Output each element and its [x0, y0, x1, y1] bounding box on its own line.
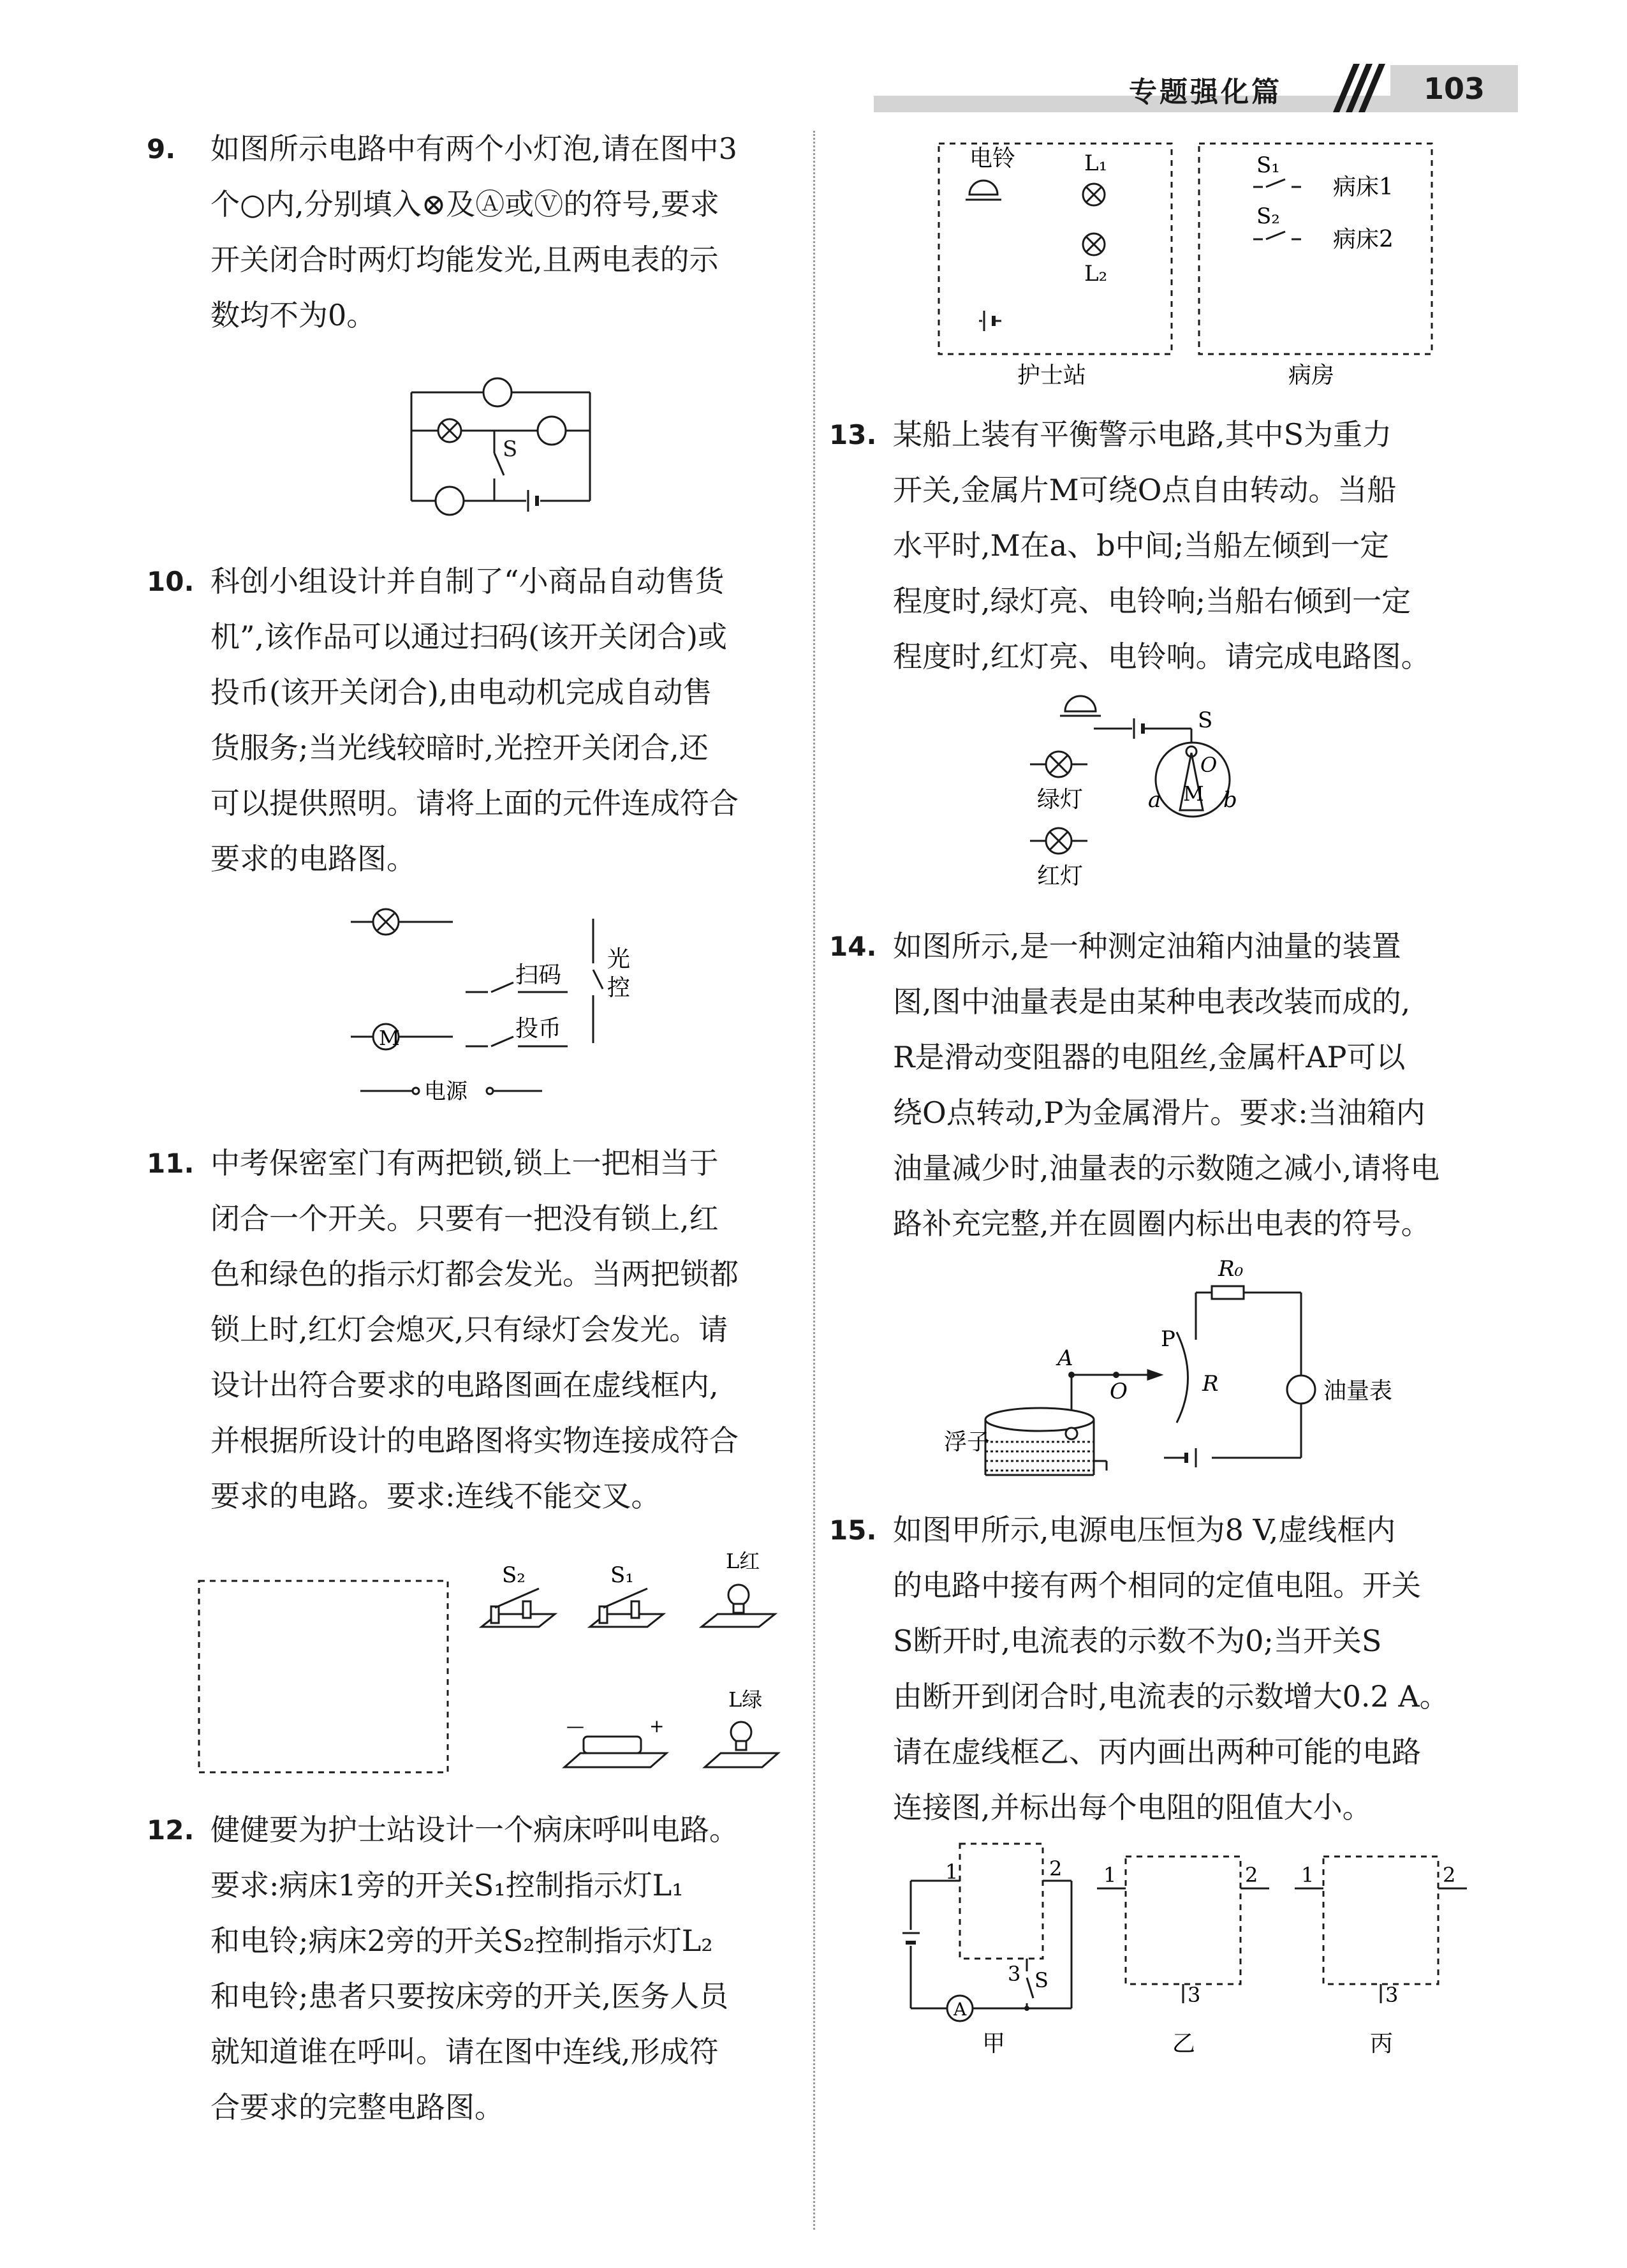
l1-label: L₁ — [1084, 151, 1108, 176]
problem-13 — [829, 407, 1505, 685]
bulb-green-base — [705, 1753, 778, 1767]
red-lamp-label: 红灯 — [1037, 863, 1084, 889]
problem-number: 13. — [829, 419, 877, 450]
box-yi — [1126, 1857, 1240, 1984]
svg-text:—: — — [566, 1716, 584, 1737]
terminal-1-label: 1 — [945, 1860, 959, 1884]
bed2-label: 病床2 — [1333, 226, 1394, 253]
box-bing — [1323, 1857, 1438, 1984]
figure-14-oil-gauge — [944, 1250, 1429, 1512]
problem-number: 14. — [829, 931, 877, 962]
problem-number: 11. — [147, 1148, 195, 1179]
terminal-1-label: 1 — [1301, 1863, 1314, 1887]
problem-14 — [829, 919, 1505, 1252]
empty-meter-circle — [436, 487, 464, 515]
figure-13-circuit — [1020, 689, 1288, 900]
l2-label: L₂ — [1084, 261, 1108, 286]
caption-yi: 乙 — [1172, 2031, 1196, 2057]
svg-text:+: + — [649, 1716, 665, 1737]
problem-12 — [147, 1802, 797, 2135]
problem-text: 科创小组设计并自制了“小商品自动售货 机”,该作品可以通过扫码(该开关闭合)或 投币(该开关闭合),由电动机完成自动售 货服务;当光线较暗时,光控开关闭合,还 可以提供照明。请将上面的元件连成符合 要求的电路图。 — [210, 564, 739, 876]
problem-11 — [147, 1136, 797, 1524]
meter-label: 油量表 — [1323, 1378, 1393, 1404]
terminal-2-label: 2 — [1443, 1863, 1456, 1887]
coin-label: 投币 — [515, 1016, 562, 1042]
problem-number: 15. — [829, 1515, 877, 1546]
l-red-label: L红 — [726, 1549, 760, 1573]
nurse-station-label: 护士站 — [1017, 362, 1087, 389]
s1-label: S₁ — [1256, 152, 1280, 178]
problem-text: 如图甲所示,电源电压恒为8 V,虚线框内 的电路中接有两个相同的定值电阻。开关 S断开时,电流表的示数不为0;当开关S 由断开到闭合时,电流表的示数增大0.2 A。 请在虚线框乙、丙内画出两种可能的电路 连接图,并标出每个电阻的阻值大小。 — [893, 1513, 1449, 1825]
s2-label: S₂ — [502, 1562, 526, 1588]
empty-meter-circle — [538, 417, 566, 445]
motor-label: M — [379, 1026, 400, 1050]
b-label: b — [1223, 787, 1237, 813]
s1-label: S₁ — [610, 1562, 634, 1588]
nurse-station-box — [939, 144, 1172, 354]
l-green-label: L绿 — [728, 1687, 763, 1712]
rheostat-r — [1177, 1332, 1188, 1423]
box-jia — [960, 1844, 1043, 1959]
battery-icon — [584, 1737, 641, 1753]
column-divider — [813, 131, 815, 2230]
s-label: S — [1198, 708, 1213, 733]
bell-icon — [1065, 696, 1096, 711]
bulb-green-icon — [731, 1722, 751, 1742]
problem-number: 12. — [147, 1814, 195, 1846]
o-label: O — [1110, 1379, 1128, 1404]
bell-label: 电铃 — [969, 145, 1016, 172]
p-label: P — [1161, 1326, 1175, 1352]
m-label: M — [1183, 782, 1204, 806]
tank-top — [985, 1408, 1094, 1431]
figure-9-circuit — [402, 376, 606, 523]
problem-number: 9. — [147, 133, 176, 165]
problem-9 — [147, 121, 797, 343]
a-label: a — [1148, 787, 1161, 813]
caption-bing: 丙 — [1370, 2031, 1394, 2057]
scan-label: 扫码 — [515, 962, 562, 988]
battery-base — [564, 1753, 666, 1767]
figure-10-components — [344, 900, 663, 1110]
bell-icon — [969, 181, 998, 195]
figure-12-circuit — [931, 131, 1492, 392]
problem-text: 某船上装有平衡警示电路,其中S为重力 开关,金属片M可绕O点自由转动。当船 水平时,M在a、b中间;当船左倾到一定 程度时,绿灯亮、电铃响;当船右倾到一定 程度时,红灯亮、电铃响。请完成电路图。 — [893, 417, 1431, 674]
power-label: 电源 — [424, 1079, 467, 1104]
problem-text: 如图所示电路中有两个小灯泡,请在图中3 个○内,分别填入⊗及Ⓐ或Ⓥ的符号,要求 开关闭合时两灯均能发光,且两电表的示 数均不为0。 — [210, 131, 737, 332]
green-lamp-label: 绿灯 — [1037, 787, 1084, 813]
empty-meter-circle — [483, 378, 512, 406]
header-stripes-decoration — [1320, 64, 1390, 114]
problem-text: 健健要为护士站设计一个病床呼叫电路。 要求:病床1旁的开关S₁控制指示灯L₁ 和电铃;病床2旁的开关S₂控制指示灯L₂ 和电铃;患者只要按床旁的开关,医务人员 就知道谁在呼叫。请在图中连线,形成符 合要求的完整电路图。 — [210, 1812, 739, 2124]
terminal-3-label: 3 — [1385, 1983, 1399, 2007]
problem-text: 中考保密室门有两把锁,锁上一把相当于 闭合一个开关。只要有一把没有锁上,红 色和绿色的指示灯都会发光。当两把锁都 锁上时,红灯会熄灭,只有绿灯会发光。请 设计出符合要求的电路图画在虚线框内, 并根据所设计的电路图将实物连接成符合 要求的电路。要求:连线不能交叉。 — [210, 1146, 739, 1513]
problem-text: 如图所示,是一种测定油箱内油量的装置 图,图中油量表是由某种电表改装而成的, R是滑动变阻器的电阻丝,金属杆AP可以 绕O点转动,P为金属滑片。要求:当油箱内 油量减少时,油量表的示数随之减小,请将电 路补充完整,并在圆圈内标出电表的符号。 — [893, 929, 1440, 1241]
r-label: R — [1202, 1371, 1219, 1397]
terminal-3-label: 3 — [1188, 1983, 1201, 2007]
bed1-label: 病床1 — [1333, 174, 1394, 200]
terminal-2-label: 2 — [1245, 1863, 1258, 1887]
float-label: 浮子 — [944, 1429, 990, 1455]
terminal-1-label: 1 — [1103, 1863, 1117, 1887]
o-label: O — [1200, 753, 1218, 777]
ward-box — [1199, 144, 1432, 354]
light-label-1: 光 — [607, 946, 631, 972]
problem-15 — [829, 1502, 1505, 1835]
float-icon — [1066, 1428, 1077, 1439]
answer-dashed-box — [199, 1581, 448, 1772]
s2-label: S₂ — [1256, 204, 1280, 229]
a-label: A — [1057, 1345, 1073, 1371]
ward-label: 病房 — [1288, 362, 1335, 389]
problem-number: 10. — [147, 566, 195, 597]
problem-10 — [147, 554, 797, 887]
caption-jia: 甲 — [982, 2031, 1006, 2057]
bulb-red-base — [702, 1614, 775, 1627]
switch-s-label: S — [1034, 1968, 1049, 1992]
figure-15-circuits — [893, 1831, 1505, 2073]
r0-label: R₀ — [1218, 1256, 1244, 1282]
figure-11-components — [191, 1538, 804, 1786]
terminal-3-label: 3 — [1008, 1962, 1021, 1986]
switch-label: S — [503, 436, 518, 462]
meter-circle — [1287, 1375, 1315, 1404]
resistor-r0 — [1212, 1286, 1244, 1299]
light-label-2: 控 — [607, 975, 631, 1001]
page-number: 103 — [1390, 65, 1518, 112]
section-title: 专题强化篇 — [1129, 76, 1282, 108]
ammeter-label: A — [953, 1999, 967, 2020]
terminal-2-label: 2 — [1049, 1857, 1063, 1881]
bulb-red-icon — [728, 1585, 749, 1605]
